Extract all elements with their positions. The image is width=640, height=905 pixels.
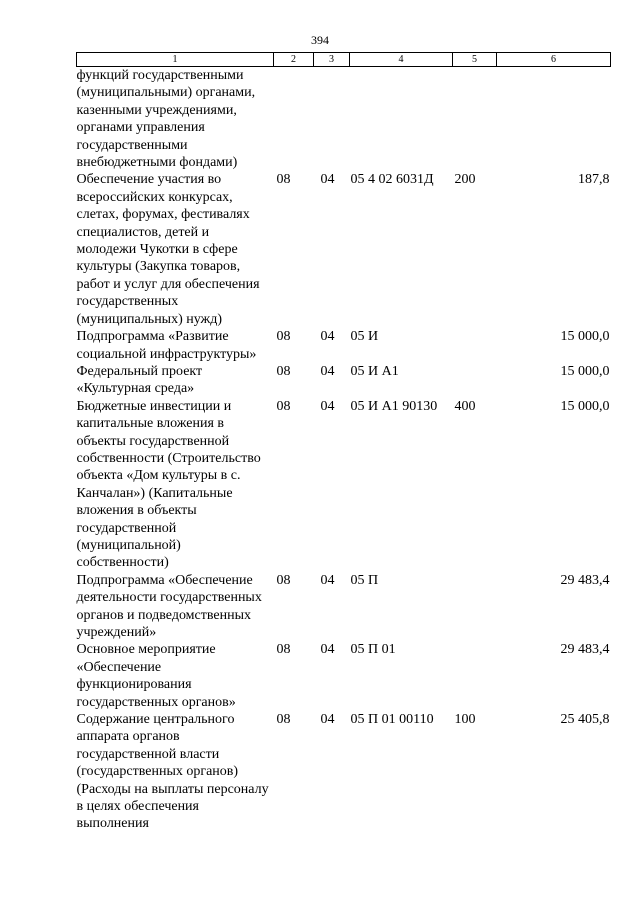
column-header-5: 5 xyxy=(453,53,497,67)
row-section: 08 xyxy=(276,172,291,188)
column-header-1: 1 xyxy=(77,53,274,67)
row-name: Подпрограмма «Обеспечение деятельности государственных органов и подведомственных учреждений» xyxy=(76,572,262,640)
row-section: 08 xyxy=(276,712,291,728)
row-amount xyxy=(497,67,611,172)
row-name: Основное мероприятие «Обеспечение функционирования государственных органов» xyxy=(76,642,236,710)
page-number: 394 xyxy=(311,33,329,47)
row-expense-type: 100 xyxy=(454,712,476,728)
row-subsection: 04 xyxy=(320,642,335,658)
row-expense-type xyxy=(453,572,497,642)
row-amount: 187,8 xyxy=(578,172,610,188)
row-section: 08 xyxy=(276,363,291,379)
row-subsection: 04 xyxy=(320,572,335,588)
row-name: Подпрограмма «Развитие социальной инфраструктуры» xyxy=(76,329,257,362)
row-subsection: 04 xyxy=(320,363,335,379)
column-header-3: 3 xyxy=(314,53,350,67)
column-header-2: 2 xyxy=(274,53,314,67)
row-target-article xyxy=(350,67,453,172)
header-row xyxy=(77,53,611,67)
table-header xyxy=(77,53,611,67)
row-target-article: 05 И A1 xyxy=(350,363,399,379)
table-row xyxy=(77,328,611,363)
row-subsection: 04 xyxy=(320,712,335,728)
table-row xyxy=(77,711,611,833)
table-row xyxy=(77,641,611,711)
table-row xyxy=(77,171,611,328)
row-target-article: 05 И xyxy=(350,329,379,345)
column-header-4: 4 xyxy=(350,53,453,67)
row-expense-type xyxy=(453,363,497,398)
row-subsection: 04 xyxy=(320,329,335,345)
row-section: 08 xyxy=(276,398,291,414)
row-expense-type: 200 xyxy=(454,172,476,188)
table-row xyxy=(77,572,611,642)
row-amount: 15 000,0 xyxy=(560,363,610,379)
row-amount: 15 000,0 xyxy=(560,329,610,345)
row-section xyxy=(274,67,314,172)
row-name: Бюджетные инвестиции и капитальные вложения в объекты государственной собственности (Строительство объекта «Дом культуры в с. Канчалан») (Капитальные вложения в объекты государственной (муниципальной) собственности) xyxy=(76,398,261,571)
row-subsection: 04 xyxy=(320,398,335,414)
row-amount: 15 000,0 xyxy=(560,398,610,414)
row-target-article: 05 И A1 90130 xyxy=(350,398,438,414)
row-expense-type xyxy=(453,641,497,711)
row-target-article: 05 П 01 00110 xyxy=(350,712,434,728)
row-section: 08 xyxy=(276,572,291,588)
row-section: 08 xyxy=(276,329,291,345)
row-amount: 25 405,8 xyxy=(560,712,610,728)
row-expense-type xyxy=(453,328,497,363)
row-section: 08 xyxy=(276,642,291,658)
row-amount: 29 483,4 xyxy=(560,642,610,658)
row-subsection: 04 xyxy=(320,172,335,188)
table-body xyxy=(77,67,611,833)
row-name: Обеспечение участия во всероссийских конкурсах, слетах, форумах, фестивалях специалистов, детей и молодежи Чукотки в сфере культуры (Закупка товаров, работ и услуг для обеспечения государственных (муниципальных) нужд) xyxy=(76,172,260,327)
table-row xyxy=(77,398,611,572)
row-name: Федеральный проект «Культурная среда» xyxy=(76,363,203,397)
row-name: функций государственными (муниципальными) органами, казенными учреждениями, органами управления государственными внебюджетными фондами) xyxy=(76,68,256,171)
row-expense-type xyxy=(453,67,497,172)
table-row xyxy=(77,67,611,172)
column-header-6: 6 xyxy=(497,53,611,67)
row-target-article: 05 4 02 6031Д xyxy=(350,172,434,188)
row-name: Содержание центрального аппарата органов государственной власти (государственных органов) (Расходы на выплаты персоналу в целях обеспечения выполнения xyxy=(76,712,269,832)
table-row xyxy=(77,363,611,398)
row-target-article: 05 П 01 xyxy=(350,642,396,658)
row-subsection xyxy=(314,67,350,172)
row-amount: 29 483,4 xyxy=(560,572,610,588)
row-expense-type: 400 xyxy=(454,398,476,414)
row-target-article: 05 П xyxy=(350,572,379,588)
budget-table xyxy=(76,52,611,833)
